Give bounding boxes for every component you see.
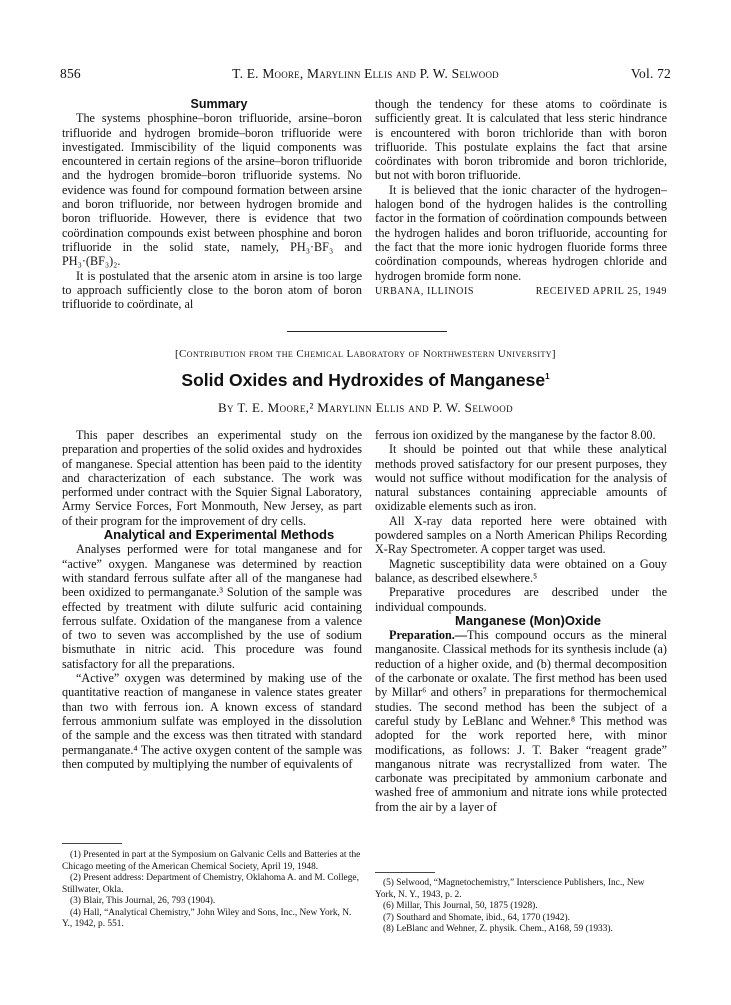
footnotes-right [375,878,667,936]
preparation-paragraph [375,628,667,814]
footnote-7: (7) Southard and Shomate, ibid., 64, 1770 (1942). [383,912,570,923]
article-left-column [62,428,362,771]
footnote-rule-left [62,843,122,844]
footnote-1: (1) Presented in part at the Symposium on Galvanic Cells and Batteries at the Chicago meeting of the American Chemical Society, April 19, 1948. [62,850,361,872]
intro-paragraph: This paper describes an experimental study on the preparation and properties of the solid oxides and hydroxides of manganese. Special attention has been paid to the identity and characterization of each substance. The work was performed under contract with the Squier Signal Laboratory, Army Service Forces, Fort Monmouth, New Jersey, as part of their program for the improvement of dry cells. [62,428,362,528]
contribution-line: [Contribution from the Chemical Laboratory of Northwestern University] [174,348,556,360]
methods-paragraph-1: Analyses performed were for total manganese and for “active” oxygen. Manganese was determined by reaction with standard ferrous sulfate after all of the manganese had been oxidized to permanganate.³ Solution of the sample was effected by treatment with dilute sulfuric acid containing ferrous sulfate. Oxidation of the manganese from a valence of two to seven was accomplished by the use of sodium bismuthate in nitric acid. This procedure was found satisfactory for all the preparations. [62,542,362,671]
footnote-5: (5) Selwood, “Magnetochemistry,” Interscience Publishers, Inc., New York, N. Y., 1943, p. 2. [375,878,645,900]
running-authors: T. E. Moore, Marylinn Ellis and P. W. Selwood [232,66,499,81]
summary-paragraph-2a: It is postulated that the arsenic atom in arsine is too large to approach sufficiently close to the boron atom of boron trifluoride to coördinate, al [62,268,362,312]
methods-paragraph-4: All X-ray data reported here were obtained with powdered samples on a North American Philips Recording X-Ray Spectrometer. A copper target was used. [375,513,667,557]
footnote-4: (4) Hall, “Analytical Chemistry,” John Wiley and Sons, Inc., New York, N. Y., 1942, p. 551. [62,907,352,929]
summary-heading: Summary [190,97,248,111]
article-right-column [375,428,667,814]
volume-number: Vol. 72 [630,66,671,81]
summary-paragraph-1: The systems phosphine–boron trifluoride, arsine–boron trifluoride and hydrogen bromide–boron trifluoride were investigated. Immiscibility of the liquid components was encountered in certain regions of the arsine–boron trifluoride and the hydrogen bromide–boron trifluoride systems. No evidence was found for compound formation between arsine and boron trifluoride, nor between hydrogen bromide and boron trifluoride. However, there is evidence that two coördination compounds exist between phosphine and boron trifluoride in the solid state, namely, PH₃·BF₃ and PH₃·(BF₃)₂. [62,111,362,269]
page-number: 856 [60,66,81,81]
preparation-text: This compound occurs as the mineral manganosite. Classical methods for its synthesis include (a) reduction of a higher oxide, and (b) thermal decomposition of the carbonate or oxalate. The first method has been used by Millar⁶ and others⁷ in preparations for thermochemical studies. The second method has been the subject of a careful study by LeBlanc and Wehner.⁸ This method was adopted for the work reported here, with minor modifications, as follows: J. T. Baker “reagent grade” manganous nitrate was recrystallized from water. The carbonate was precipitated by ammonium carbonate and washed free of ammonium and nitrate ions while protected from the air by a layer of [375,628,667,814]
signoff-place: URBANA, ILLINOIS [375,285,475,297]
methods-paragraph-3: It should be pointed out that while these analytical methods proved satisfactory for our present purposes, they would not suffice without modification for the analysis of natural substances containing appreciable amounts of oxidizable elements such as iron. [375,442,667,514]
summary-right-column [375,97,667,299]
methods-paragraph-5: Magnetic susceptibility data were obtained on a Gouy balance, as described elsewhere.⁵ [375,556,667,585]
title-footnote-mark: 1 [545,372,550,382]
footnote-8: (8) LeBlanc and Wehner, Z. physik. Chem., A168, 59 (1933). [383,924,613,934]
section-heading-manganese-oxide: Manganese (Mon)Oxide [455,612,601,628]
footnote-2: (2) Present address: Department of Chemistry, Oklahoma A. and M. College, Stillwater, Okla. [62,873,359,895]
footnote-3: (3) Blair, This Journal, 26, 793 (1904). [70,896,216,906]
footnote-rule-right [375,872,435,873]
methods-paragraph-2b: ferrous ion oxidized by the manganese by the factor 8.00. [375,428,656,442]
summary-paragraph-2b: though the tendency for these atoms to coördinate is sufficiently great. It is calculated that less steric hindrance is encountered with boron trichloride than with boron trifluoride. This postulate explains the fact that arsine coördinates with boron tribromide and boron trichloride, but not with boron trifluoride. [375,97,667,183]
section-divider [287,331,447,332]
preparation-runin: Preparation.— [389,628,467,643]
article-title [0,370,731,391]
footnote-6: (6) Millar, This Journal, 50, 1875 (1928). [383,901,538,911]
section-heading-methods: Analytical and Experimental Methods [103,527,335,543]
running-header [60,66,671,86]
summary-paragraph-3: It is believed that the ionic character of the hydrogen–halogen bond of the hydrogen halides is the controlling factor in the formation of coördination compounds between the hydrogen halides and boron trifluoride, accounting for the fact that the more ionic hydrogen fluoride forms three coördination compounds, whereas hydrogen chloride and hydrogen bromide form none. [375,182,667,283]
methods-paragraph-6: Preparative procedures are described under the individual compounds. [375,585,667,614]
summary-left-column [62,97,362,311]
byline: By T. E. Moore,² Marylinn Ellis and P. W. Selwood [217,400,514,415]
footnotes-left [62,850,362,931]
signoff-received: RECEIVED APRIL 25, 1949 [535,285,667,297]
article-title-text: Solid Oxides and Hydroxides of Manganese [181,370,546,390]
methods-paragraph-2a: “Active” oxygen was determined by making use of the quantitative reaction of manganese in valence states greater than two with ferrous ion. A known excess of standard ferrous ammonium sulfate was employed in the dissolution of the sample and the excess was then titrated with standard permanganate.⁴ The active oxygen content of the sample was then computed by multiplying the number of equivalents of [62,671,362,771]
signoff [375,285,667,299]
